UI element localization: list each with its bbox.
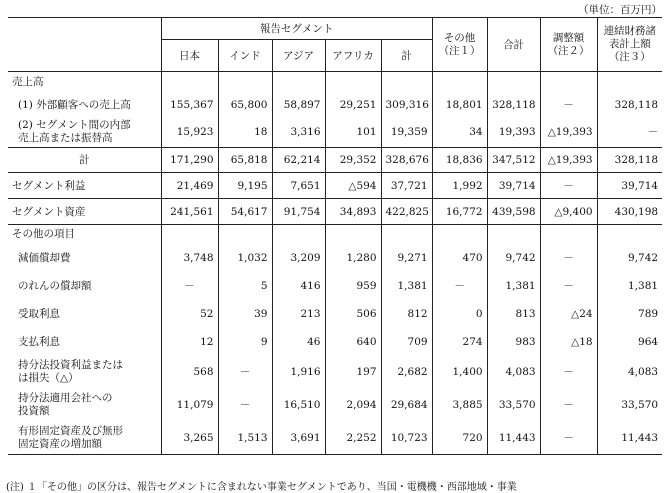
cell: 21,469 — [161, 173, 218, 199]
cell: △9,400 — [540, 199, 597, 225]
cell: 720 — [432, 422, 487, 455]
cell: 91,754 — [272, 199, 325, 225]
cell: － — [540, 173, 597, 199]
table-row — [8, 93, 662, 118]
cell: 964 — [597, 328, 662, 356]
cell: 470 — [432, 244, 487, 272]
row-label: 持分法投資利益または は損失（△） — [18, 359, 123, 384]
row-label: (1) 外部顧客への売上高 — [18, 99, 131, 111]
cell: 29,352 — [325, 148, 381, 173]
table-row — [8, 389, 662, 422]
corner-cell — [8, 18, 161, 72]
row-label: 有形固定資産及び無形 固定資産の増加額 — [8, 422, 161, 455]
cell: 39,714 — [487, 173, 540, 199]
cell: 1,513 — [218, 422, 272, 455]
cell: 2,252 — [325, 422, 381, 455]
cell: － — [432, 272, 487, 300]
row-label: 減価償却費 — [18, 251, 71, 264]
cell: △24 — [540, 300, 597, 328]
reportable-segment-header: 報告セグメント — [161, 18, 432, 40]
cell: 506 — [325, 300, 381, 328]
cell: 39,714 — [597, 173, 662, 199]
cell: 2,094 — [325, 389, 381, 422]
footnote: (注) １「その他」の区分は、報告セグメントに含まれない事業セグメントであり、当国・電機機・西部地域・事業 — [6, 482, 517, 493]
other-items-title: その他の項目 — [8, 225, 161, 244]
cell: △19,393 — [540, 118, 597, 148]
cell: 19,359 — [381, 118, 432, 148]
cell: 347,512 — [487, 148, 540, 173]
row-label: のれんの償却額 — [18, 279, 92, 292]
cell: 58,897 — [272, 93, 325, 118]
cell: 171,290 — [161, 148, 218, 173]
cell: 18,836 — [432, 148, 487, 173]
cell: 101 — [325, 118, 381, 148]
cell: 29,251 — [325, 93, 381, 118]
cell: － — [218, 356, 272, 389]
cell: － — [540, 422, 597, 455]
cell: 29,684 — [381, 389, 432, 422]
cell: 328,118 — [597, 93, 662, 118]
cell: 46 — [272, 328, 325, 356]
cell: 11,443 — [487, 422, 540, 455]
cell: 959 — [325, 272, 381, 300]
cell: 65,800 — [218, 93, 272, 118]
cell: 1,992 — [432, 173, 487, 199]
cell: 439,598 — [487, 199, 540, 225]
asia-header: アジア — [272, 40, 325, 72]
cell: △19,393 — [540, 148, 597, 173]
cell: 12 — [161, 328, 218, 356]
row-label: 受取利息 — [18, 307, 60, 320]
cell: － — [540, 244, 597, 272]
cell: 1,381 — [597, 272, 662, 300]
cell: 9,271 — [381, 244, 432, 272]
cell: 430,198 — [597, 199, 662, 225]
table-row — [8, 272, 662, 300]
cell: 813 — [487, 300, 540, 328]
cell: 3,316 — [272, 118, 325, 148]
cell: 2,682 — [381, 356, 432, 389]
japan-header: 日本 — [161, 40, 218, 72]
cell: 33,570 — [597, 389, 662, 422]
cell: 640 — [325, 328, 381, 356]
cell: － — [161, 272, 218, 300]
cell: 9,195 — [218, 173, 272, 199]
row-label: 計 — [8, 148, 161, 173]
cell: 65,818 — [218, 148, 272, 173]
cell: 328,118 — [487, 93, 540, 118]
cell: 10,723 — [381, 422, 432, 455]
cell: 155,367 — [161, 93, 218, 118]
cell: 983 — [487, 328, 540, 356]
cell: 213 — [272, 300, 325, 328]
subtotal-header: 計 — [381, 40, 432, 72]
table-row — [8, 300, 662, 328]
cell: 62,214 — [272, 148, 325, 173]
cell: 3,885 — [432, 389, 487, 422]
row-label: (2) セグメント間の内部 売上高または振替高 — [18, 119, 131, 145]
cell: － — [540, 93, 597, 118]
cell: 1,381 — [487, 272, 540, 300]
consolidated-header: 連結財務諸 表計上額 （注３） — [597, 18, 662, 72]
cell: － — [218, 389, 272, 422]
cell: 309,316 — [381, 93, 432, 118]
cell: － — [597, 118, 662, 148]
cell: 197 — [325, 356, 381, 389]
cell: 1,400 — [432, 356, 487, 389]
cell: 4,083 — [487, 356, 540, 389]
cell: △594 — [325, 173, 381, 199]
cell: 416 — [272, 272, 325, 300]
segment-table — [8, 17, 662, 455]
table-row — [8, 173, 662, 199]
cell: 54,617 — [218, 199, 272, 225]
table-row — [8, 356, 662, 389]
cell: 37,721 — [381, 173, 432, 199]
cell: 39 — [218, 300, 272, 328]
cell: 3,748 — [161, 244, 218, 272]
table-row — [8, 244, 662, 272]
cell: 328,118 — [597, 148, 662, 173]
cell: 9,742 — [487, 244, 540, 272]
cell: 0 — [432, 300, 487, 328]
cell: 11,443 — [597, 422, 662, 455]
cell: 19,393 — [487, 118, 540, 148]
cell: 11,079 — [161, 389, 218, 422]
table-row — [8, 199, 662, 225]
cell: 3,209 — [272, 244, 325, 272]
cell: 5 — [218, 272, 272, 300]
cell: － — [540, 356, 597, 389]
cell: 52 — [161, 300, 218, 328]
cell: 812 — [381, 300, 432, 328]
cell: 9,742 — [597, 244, 662, 272]
row-label: 支払利息 — [18, 335, 60, 348]
row-label: セグメント資産 — [8, 199, 161, 225]
table-row — [8, 118, 662, 148]
cell: 1,280 — [325, 244, 381, 272]
cell: 34,893 — [325, 199, 381, 225]
africa-header: アフリカ — [325, 40, 381, 72]
cell: 241,561 — [161, 199, 218, 225]
cell: 15,923 — [161, 118, 218, 148]
table-row — [8, 148, 662, 173]
cell: 16,772 — [432, 199, 487, 225]
cell: 709 — [381, 328, 432, 356]
table-row — [8, 422, 662, 455]
cell: 3,265 — [161, 422, 218, 455]
adjustment-header: 調整額 （注２） — [540, 18, 597, 72]
table-row — [8, 328, 662, 356]
other-header: その他 （注１） — [432, 18, 487, 72]
cell: 1,032 — [218, 244, 272, 272]
row-label: セグメント利益 — [8, 173, 161, 199]
cell: 1,916 — [272, 356, 325, 389]
total-header: 合計 — [487, 18, 540, 72]
unit-label: （単位：百万円） — [578, 4, 662, 16]
cell: 4,083 — [597, 356, 662, 389]
row-label: 持分法適用会社への 投資額 — [18, 392, 113, 417]
cell: － — [540, 389, 597, 422]
cell: 33,570 — [487, 389, 540, 422]
cell: 274 — [432, 328, 487, 356]
cell: 16,510 — [272, 389, 325, 422]
cell: 1,381 — [381, 272, 432, 300]
cell: 3,691 — [272, 422, 325, 455]
cell: 18,801 — [432, 93, 487, 118]
sales-title: 売上高 — [8, 72, 161, 93]
cell: 18 — [218, 118, 272, 148]
cell: 328,676 — [381, 148, 432, 173]
cell: 568 — [161, 356, 218, 389]
cell: 422,825 — [381, 199, 432, 225]
cell: △18 — [540, 328, 597, 356]
cell: 7,651 — [272, 173, 325, 199]
cell: 34 — [432, 118, 487, 148]
cell: － — [540, 272, 597, 300]
cell: 789 — [597, 300, 662, 328]
india-header: インド — [218, 40, 272, 72]
cell: 9 — [218, 328, 272, 356]
